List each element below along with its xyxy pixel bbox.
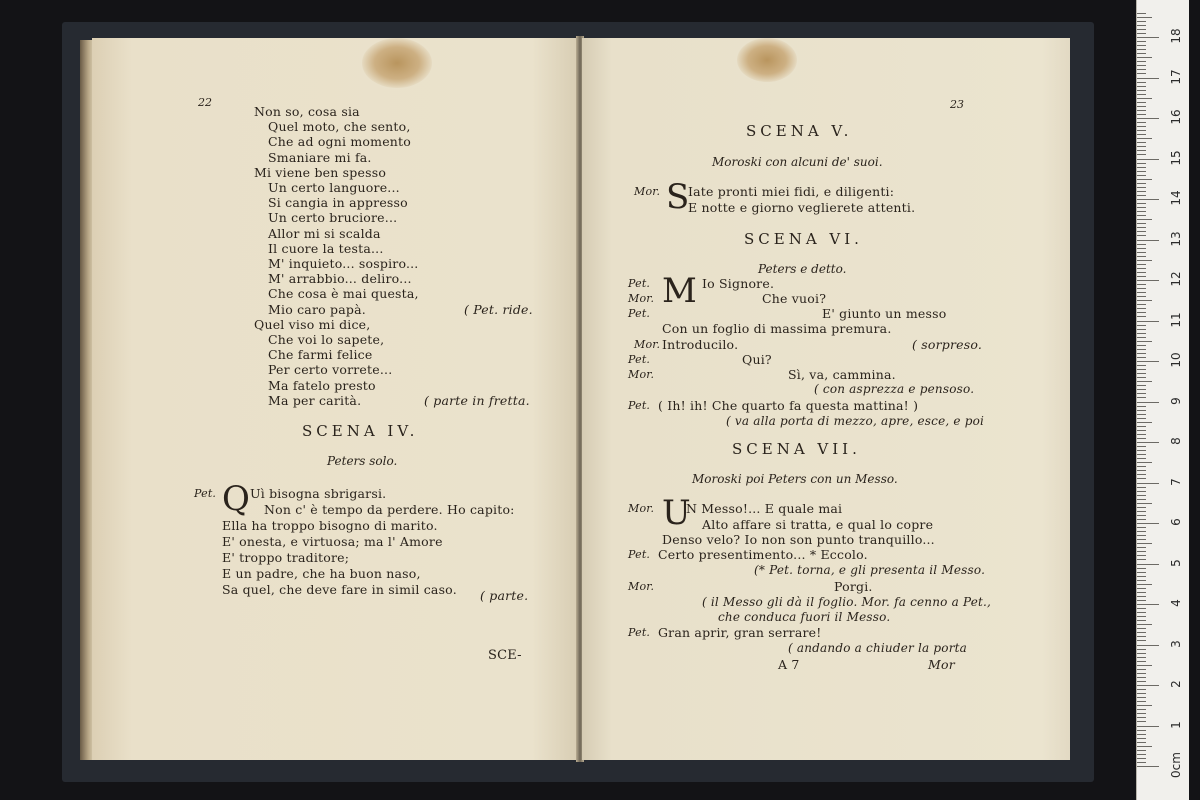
speaker-label: Pet. (628, 353, 651, 366)
catchword: SCE- (488, 648, 522, 663)
ruler-label: 6 (1169, 518, 1183, 526)
ruler-tick (1137, 632, 1146, 633)
ruler-tick (1137, 203, 1146, 204)
ruler-tick (1137, 21, 1146, 22)
verse-line: Certo presentimento... * Eccolo. (658, 547, 868, 562)
ruler-tick (1137, 600, 1146, 601)
speaker-label: Mor. (634, 185, 661, 198)
ruler-tick (1137, 25, 1146, 26)
stage-direction: (* Pet. torna, e gli presenta il Messo. (754, 563, 986, 577)
speaker-label: Pet. (628, 277, 651, 290)
verse-line: Io Signore. (702, 276, 775, 291)
ruler-tick (1137, 612, 1146, 613)
drop-cap: M (662, 271, 697, 311)
ruler-tick (1137, 568, 1146, 569)
stage-direction: ( andando a chiuder la porta (788, 641, 968, 655)
ruler-tick (1137, 337, 1146, 338)
ruler-tick (1137, 73, 1146, 74)
stain (737, 38, 797, 82)
verse-line: Porgi. (834, 579, 873, 594)
ruler-tick (1137, 235, 1146, 236)
ruler-tick (1137, 321, 1159, 322)
ruler-tick (1137, 750, 1146, 751)
ruler-tick (1137, 462, 1152, 463)
stage-direction: ( sorpreso. (912, 337, 983, 352)
ruler-tick (1137, 345, 1146, 346)
ruler-tick (1137, 341, 1152, 342)
ruler-tick (1137, 280, 1159, 281)
verse-line: Alto affare si tratta, e qual lo copre (702, 517, 934, 532)
verse-line: Che voi lo sapete, (268, 332, 385, 347)
ruler-tick (1137, 207, 1146, 208)
ruler-tick (1137, 69, 1146, 70)
speaker-label: Mor. (628, 502, 655, 515)
ruler-tick (1137, 559, 1146, 560)
ruler-tick (1137, 576, 1146, 577)
ruler-tick (1137, 669, 1146, 670)
ruler-tick (1137, 446, 1146, 447)
ruler-tick (1137, 256, 1146, 257)
scene-subheading: Moroski con alcuni de' suoi. (712, 155, 883, 169)
ruler-tick (1137, 33, 1146, 34)
verse-line: Sa quel, che deve fare in simil caso. (222, 582, 457, 597)
ruler-tick (1137, 507, 1146, 508)
verse-line: Mio caro papà. (268, 301, 366, 317)
ruler-tick (1137, 551, 1146, 552)
ruler-tick (1137, 653, 1146, 654)
ruler-tick (1137, 649, 1146, 650)
ruler-tick (1137, 195, 1146, 196)
ruler-tick (1137, 689, 1146, 690)
ruler-tick (1137, 361, 1159, 362)
drop-cap: S (666, 177, 690, 217)
ruler-tick (1137, 515, 1146, 516)
stage-direction: ( il Messo gli dà il foglio. Mor. fa cenno a Pet., (702, 595, 992, 609)
ruler-tick (1137, 766, 1159, 767)
ruler-tick (1137, 596, 1146, 597)
ruler-tick (1137, 665, 1152, 666)
ruler-tick (1137, 357, 1146, 358)
ruler-tick (1137, 268, 1146, 269)
speaker-label: Pet. (628, 307, 651, 320)
verse-line: Denso velo? Io non son punto tranquillo... (662, 532, 935, 547)
ruler-tick (1137, 438, 1146, 439)
ruler-tick (1137, 385, 1146, 386)
ruler-tick (1137, 543, 1152, 544)
ruler-unit-label: 0cm (1169, 752, 1183, 778)
ruler-tick (1137, 110, 1146, 111)
ruler-tick (1137, 191, 1146, 192)
ruler-tick (1137, 503, 1152, 504)
ruler-tick (1137, 713, 1146, 714)
ruler-tick (1137, 466, 1146, 467)
ruler-tick (1137, 215, 1146, 216)
ruler-tick (1137, 717, 1146, 718)
ruler-tick (1137, 458, 1146, 459)
ruler-tick (1137, 588, 1146, 589)
right-page (582, 38, 1070, 760)
ruler-tick (1137, 304, 1146, 305)
ruler-tick (1137, 442, 1159, 443)
ruler-tick (1137, 308, 1146, 309)
ruler-label: 4 (1169, 599, 1183, 607)
ruler-tick (1137, 284, 1146, 285)
ruler-tick (1137, 325, 1146, 326)
ruler-tick (1137, 519, 1146, 520)
ruler-tick (1137, 572, 1146, 573)
verse-line: Qui? (742, 352, 772, 367)
ruler-tick (1137, 742, 1146, 743)
ruler-tick (1137, 657, 1146, 658)
ruler-tick (1137, 13, 1146, 14)
ruler-tick (1137, 227, 1146, 228)
ruler-label: 1 (1169, 720, 1183, 729)
page-number: 23 (950, 98, 964, 111)
ruler-label: 18 (1169, 28, 1183, 44)
ruler-tick (1137, 478, 1146, 479)
ruler-tick (1137, 531, 1146, 532)
ruler-tick (1137, 377, 1146, 378)
verse-line: Ma fatelo presto (268, 377, 376, 393)
speaker-label: Mor. (628, 580, 655, 593)
ruler-tick (1137, 705, 1152, 706)
ruler-tick (1137, 260, 1152, 261)
ruler-tick (1137, 738, 1146, 739)
scene-subheading: Peters solo. (327, 454, 398, 468)
ruler-tick (1137, 163, 1146, 164)
ruler-tick (1137, 90, 1146, 91)
ruler-tick (1137, 29, 1146, 30)
verse-line: Che vuoi? (762, 291, 827, 306)
ruler-label: 11 (1169, 311, 1183, 328)
ruler-label: 14 (1169, 190, 1183, 206)
ruler-label: 10 (1169, 352, 1183, 368)
ruler-label: 2 (1169, 680, 1183, 688)
verse-line: Non c' è tempo da perdere. Ho capito: (264, 502, 515, 517)
ruler-tick (1137, 312, 1146, 313)
verse-line: Con un foglio di massima premura. (662, 321, 892, 336)
drop-cap: U (662, 493, 691, 533)
ruler-tick (1137, 122, 1146, 123)
ruler-tick (1137, 608, 1146, 609)
ruler-tick (1137, 628, 1146, 629)
speaker-label: Pet. (628, 548, 651, 561)
ruler-tick (1137, 624, 1152, 625)
ruler-tick (1137, 410, 1146, 411)
ruler-label: 17 (1169, 68, 1183, 85)
ruler-tick (1137, 199, 1159, 200)
ruler-tick (1137, 142, 1146, 143)
ruler-tick (1137, 223, 1146, 224)
ruler-tick (1137, 167, 1146, 168)
stage-direction: ( va alla porta di mezzo, apre, esce, e poi (726, 414, 985, 428)
verse-line: E notte e giorno veglierete attenti. (688, 200, 916, 215)
ruler-tick (1137, 645, 1159, 646)
ruler-tick (1137, 604, 1159, 605)
ruler-tick (1137, 316, 1146, 317)
scene-heading: SCENA VII. (732, 440, 861, 458)
verse-line: Gran aprir, gran serrare! (658, 625, 822, 640)
verse-line: E un padre, che ha buon naso, (222, 566, 421, 581)
ruler-tick (1137, 734, 1146, 735)
ruler-tick (1137, 487, 1146, 488)
verse-line: Allor mi si scalda (268, 225, 381, 241)
stage-direction: ( con asprezza e pensoso. (814, 382, 975, 396)
ruler-tick (1137, 402, 1159, 403)
ruler-label: 5 (1169, 558, 1183, 567)
ruler-tick (1137, 329, 1146, 330)
ruler-tick (1137, 495, 1146, 496)
ruler-tick (1137, 187, 1146, 188)
ruler-tick (1137, 118, 1159, 119)
ruler-tick (1137, 701, 1146, 702)
ruler-tick (1137, 219, 1152, 220)
ruler-tick (1137, 426, 1146, 427)
ruler-tick (1137, 673, 1146, 674)
verse-line: Che ad ogni momento (268, 134, 411, 150)
ruler-tick (1137, 82, 1146, 83)
ruler-tick (1137, 61, 1146, 62)
ruler-tick (1137, 57, 1152, 58)
ruler-label: 8 (1169, 437, 1183, 445)
ruler-tick (1137, 244, 1146, 245)
verse-line: M' arrabbio... deliro... (268, 271, 412, 287)
verse-line: Che cosa è mai questa, (268, 286, 419, 302)
ruler-tick (1137, 179, 1152, 180)
ruler-tick (1137, 397, 1146, 398)
stage-direction: ( parte in fretta. (424, 392, 530, 408)
stage-direction: ( Pet. ride. (464, 301, 533, 317)
verse-line: ( Ih! ih! Che quarto fa questa mattina! ) (658, 398, 919, 413)
ruler-tick (1137, 721, 1146, 722)
ruler-label: 12 (1169, 271, 1183, 287)
ruler-tick (1137, 758, 1146, 759)
ruler-tick (1137, 272, 1146, 273)
verse-line: M' inquieto... sospiro... (268, 256, 419, 271)
ruler-tick (1137, 276, 1146, 277)
verse-line: Mi viene ben spesso (254, 164, 387, 180)
ruler-label: 13 (1169, 230, 1183, 247)
ruler-tick (1137, 685, 1159, 686)
ruler-tick (1137, 754, 1146, 755)
stain (362, 38, 432, 88)
ruler-tick (1137, 41, 1146, 42)
ruler-tick (1137, 414, 1146, 415)
scene-heading: SCENA V. (746, 122, 853, 140)
ruler-tick (1137, 369, 1146, 370)
ruler-tick (1137, 17, 1152, 18)
verse-line: E' troppo traditore; (222, 550, 350, 565)
ruler-tick (1137, 393, 1146, 394)
ruler-label: 9 (1169, 396, 1183, 405)
ruler-label: 7 (1169, 477, 1183, 486)
ruler-tick (1137, 491, 1146, 492)
ruler-tick (1137, 454, 1146, 455)
ruler-tick (1137, 211, 1146, 212)
ruler-label: 15 (1169, 149, 1183, 166)
ruler-tick (1137, 231, 1146, 232)
ruler-tick (1137, 171, 1146, 172)
left-page (92, 38, 580, 760)
ruler-tick (1137, 296, 1146, 297)
verse-line: Per certo vorrete... (268, 362, 393, 378)
ruler-tick (1137, 365, 1146, 366)
ruler-tick (1137, 474, 1146, 475)
ruler-tick (1137, 555, 1146, 556)
scene-heading: SCENA IV. (302, 422, 419, 440)
ruler-tick (1137, 134, 1146, 135)
ruler-tick (1137, 248, 1146, 249)
verse-line: E' giunto un messo (822, 306, 947, 321)
verse-line: Ella ha troppo bisogno di marito. (222, 518, 438, 533)
ruler-tick (1137, 677, 1146, 678)
verse-line: Sì, va, cammina. (788, 367, 896, 382)
ruler-tick (1137, 381, 1152, 382)
ruler-tick (1137, 422, 1152, 423)
ruler-tick (1137, 53, 1146, 54)
verse-line: Ma per carità. (268, 392, 362, 408)
speaker-label: Mor. (628, 292, 655, 305)
stage-direction: ( parte. (480, 588, 529, 603)
ruler-tick (1137, 288, 1146, 289)
ruler-tick (1137, 45, 1146, 46)
speaker-label: Pet. (628, 626, 651, 639)
ruler-tick (1137, 697, 1146, 698)
ruler-tick (1137, 389, 1146, 390)
verse-line: Introducilo. (662, 337, 739, 352)
ruler-tick (1137, 418, 1146, 419)
ruler-tick (1137, 138, 1152, 139)
ruler-tick (1137, 470, 1146, 471)
ruler-tick (1137, 726, 1159, 727)
ruler-tick (1137, 78, 1159, 79)
ruler-tick (1137, 483, 1159, 484)
speaker-label: Pet. (628, 399, 651, 412)
drop-cap: Q (222, 479, 250, 519)
ruler-tick (1137, 49, 1146, 50)
measuring-ruler (1136, 0, 1189, 800)
verse-line: Non so, cosa sia (254, 104, 360, 119)
ruler-tick (1137, 102, 1146, 103)
page-number: 22 (198, 96, 212, 109)
ruler-tick (1137, 430, 1146, 431)
ruler-tick (1137, 539, 1146, 540)
ruler-tick (1137, 159, 1159, 160)
ruler-tick (1137, 681, 1146, 682)
ruler-tick (1137, 114, 1146, 115)
scene-subheading: Peters e detto. (758, 262, 847, 276)
stage-direction: che conduca fuori il Messo. (718, 610, 891, 624)
speaker-label: Mor. (634, 338, 661, 351)
ruler-tick (1137, 709, 1146, 710)
ruler-tick (1137, 592, 1146, 593)
verse-line: Iate pronti miei fidi, e diligenti: (688, 184, 895, 199)
ruler-label: 3 (1169, 639, 1183, 648)
ruler-tick (1137, 527, 1146, 528)
verse-line: N Messo!... E quale mai (686, 501, 843, 516)
verse-line: Quel moto, che sento, (268, 119, 411, 135)
ruler-tick (1137, 252, 1146, 253)
ruler-tick (1137, 183, 1146, 184)
ruler-tick (1137, 175, 1146, 176)
ruler-tick (1137, 37, 1159, 38)
ruler-tick (1137, 146, 1146, 147)
ruler-tick (1137, 94, 1146, 95)
ruler-tick (1137, 65, 1146, 66)
ruler-tick (1137, 333, 1146, 334)
ruler-tick (1137, 86, 1146, 87)
verse-line: Un certo bruciore... (268, 210, 398, 226)
verse-line: Che farmi felice (268, 347, 373, 363)
ruler-tick (1137, 373, 1146, 374)
verse-line: Si cangia in appresso (268, 195, 408, 211)
ruler-tick (1137, 406, 1146, 407)
ruler-tick (1137, 661, 1146, 662)
ruler-tick (1137, 349, 1146, 350)
ruler-tick (1137, 499, 1146, 500)
ruler-tick (1137, 130, 1146, 131)
ruler-tick (1137, 616, 1146, 617)
ruler-tick (1137, 353, 1146, 354)
ruler-tick (1137, 730, 1146, 731)
verse-line: E' onesta, e virtuosa; ma l' Amore (222, 534, 443, 549)
catchword: Mor (928, 657, 955, 672)
signature-mark: A 7 (778, 657, 800, 672)
ruler-tick (1137, 154, 1146, 155)
ruler-tick (1137, 264, 1146, 265)
ruler-tick (1137, 511, 1146, 512)
ruler-tick (1137, 580, 1146, 581)
ruler-label: 16 (1169, 109, 1183, 125)
ruler-tick (1137, 564, 1159, 565)
ruler-tick (1137, 434, 1146, 435)
ruler-tick (1137, 98, 1152, 99)
ruler-tick (1137, 762, 1146, 763)
ruler-tick (1137, 620, 1146, 621)
verse-line: Uì bisogna sbrigarsi. (250, 486, 387, 501)
speaker-label: Pet. (194, 487, 217, 500)
ruler-tick (1137, 150, 1146, 151)
verse-line: Quel viso mi dice, (254, 316, 371, 332)
ruler-tick (1137, 292, 1146, 293)
verse-line: Un certo languore... (268, 180, 400, 195)
ruler-tick (1137, 636, 1146, 637)
verse-line: Il cuore la testa... (268, 240, 384, 256)
speaker-label: Mor. (628, 368, 655, 381)
ruler-tick (1137, 693, 1146, 694)
ruler-tick (1137, 584, 1152, 585)
ruler-tick (1137, 640, 1146, 641)
ruler-tick (1137, 300, 1152, 301)
ruler-tick (1137, 523, 1159, 524)
ruler-tick (1137, 535, 1146, 536)
ruler-tick (1137, 240, 1159, 241)
ruler-tick (1137, 126, 1146, 127)
ruler-tick (1137, 547, 1146, 548)
ruler-tick (1137, 106, 1146, 107)
verse-line: Smaniare mi fa. (268, 149, 372, 165)
ruler-tick (1137, 450, 1146, 451)
scene-subheading: Moroski poi Peters con un Messo. (692, 472, 898, 486)
ruler-tick (1137, 746, 1152, 747)
scene-heading: SCENA VI. (744, 230, 863, 248)
